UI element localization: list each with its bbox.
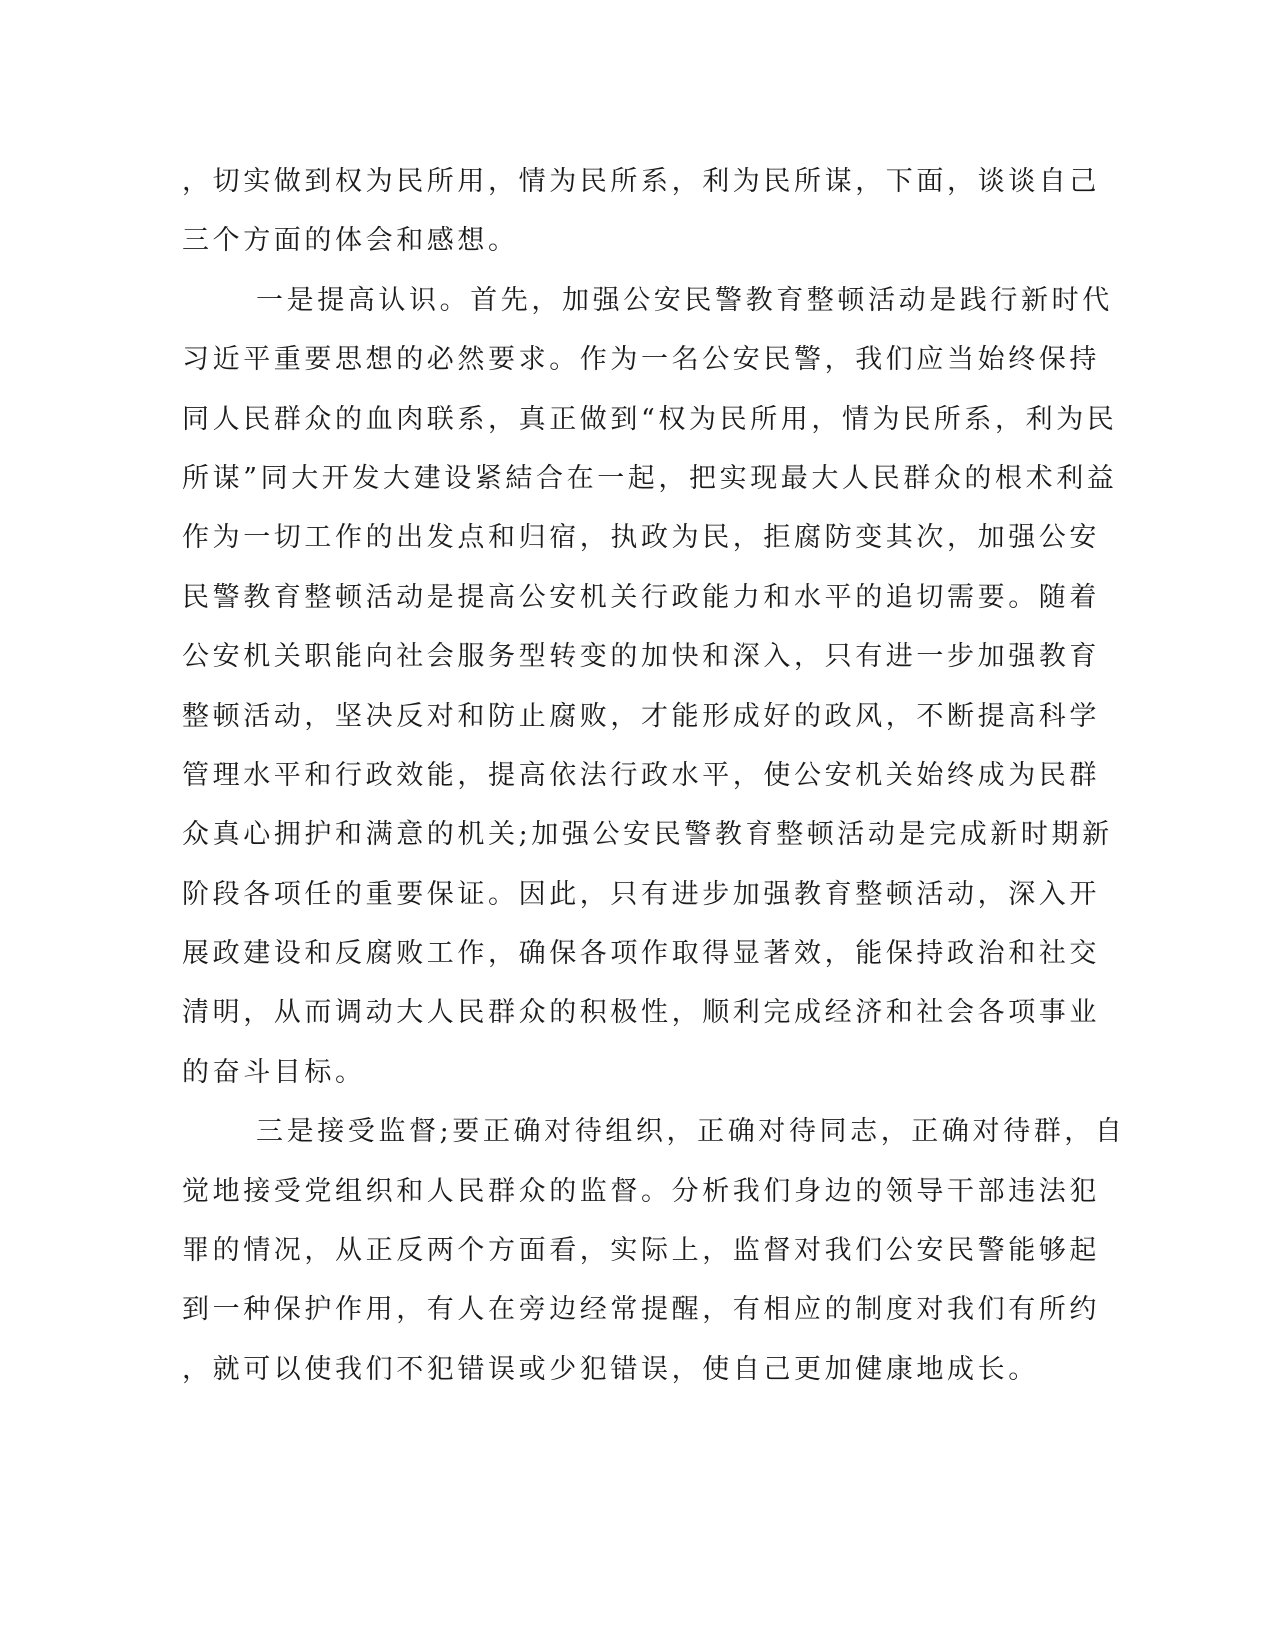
text-line: 展政建设和反腐败工作，确保各项作取得显著效，能保持政治和社交 [182,938,1100,970]
text-line: 同人民群众的血肉联系，真正做到“权为民所用，情为民所系，利为民 [182,403,1118,435]
body-text [182,152,1126,1399]
text-line: 清明，从而调动大人民群众的积极性，顺利完成经济和社会各项事业 [182,997,1100,1029]
paragraph-start-line: 三是接受监督;要正确对待组织，正确对待同志，正确对待群，自 [256,1116,1126,1148]
text-line: 习近平重要思想的必然要求。作为一名公安民警，我们应当始终保持 [182,344,1100,376]
text-line: 阶段各项任的重要保证。因此，只有进步加强教育整顿活动，深入开 [182,878,1100,910]
text-line: 作为一切工作的出发点和归宿，执政为民，拒腐防变其次，加强公安 [182,522,1100,554]
text-line: ，切实做到权为民所用，情为民所系，利为民所谋，下面，谈谈自己 [182,166,1100,197]
text-line: 到一种保护作用，有人在旁边经常提醒，有相应的制度对我们有所约 [182,1294,1100,1326]
text-line: 的奋斗目标。 [182,1056,366,1088]
text-line: 管理水平和行政效能，提高依法行政水平，使公安机关始终成为民群 [182,759,1100,791]
text-line: 所谋”同大开发大建设紧結合在一起，把实现最大人民群众的根术利益 [182,462,1118,494]
text-line: 觉地接受党组织和人民群众的监督。分析我们身边的领导干部违法犯 [182,1175,1100,1207]
text-line: 罪的情况，从正反两个方面看，实际上，监督对我们公安民警能够起 [182,1235,1100,1267]
text-line: ，就可以使我们不犯错误或少犯错误，使自己更加健康地成长。 [182,1353,1039,1385]
text-line: 民警教育整顿活动是提高公安机关行政能力和水平的追切需要。随着 [182,581,1100,613]
text-line: 众真心拥护和满意的机关;加强公安民警教育整顿活动是完成新时期新 [182,819,1113,851]
text-line: 公安机关职能向社会服务型转变的加快和深入，只有进一步加强教育 [182,641,1100,673]
paragraph-start-line: 一是提高认识。首先，加强公安民警教育整顿活动是践行新时代 [256,284,1113,316]
text-line: 整顿活动，坚决反对和防止腐败，才能形成好的政风，不断提高科学 [182,700,1100,732]
text-line: 三个方面的体会和感想。 [182,225,519,257]
